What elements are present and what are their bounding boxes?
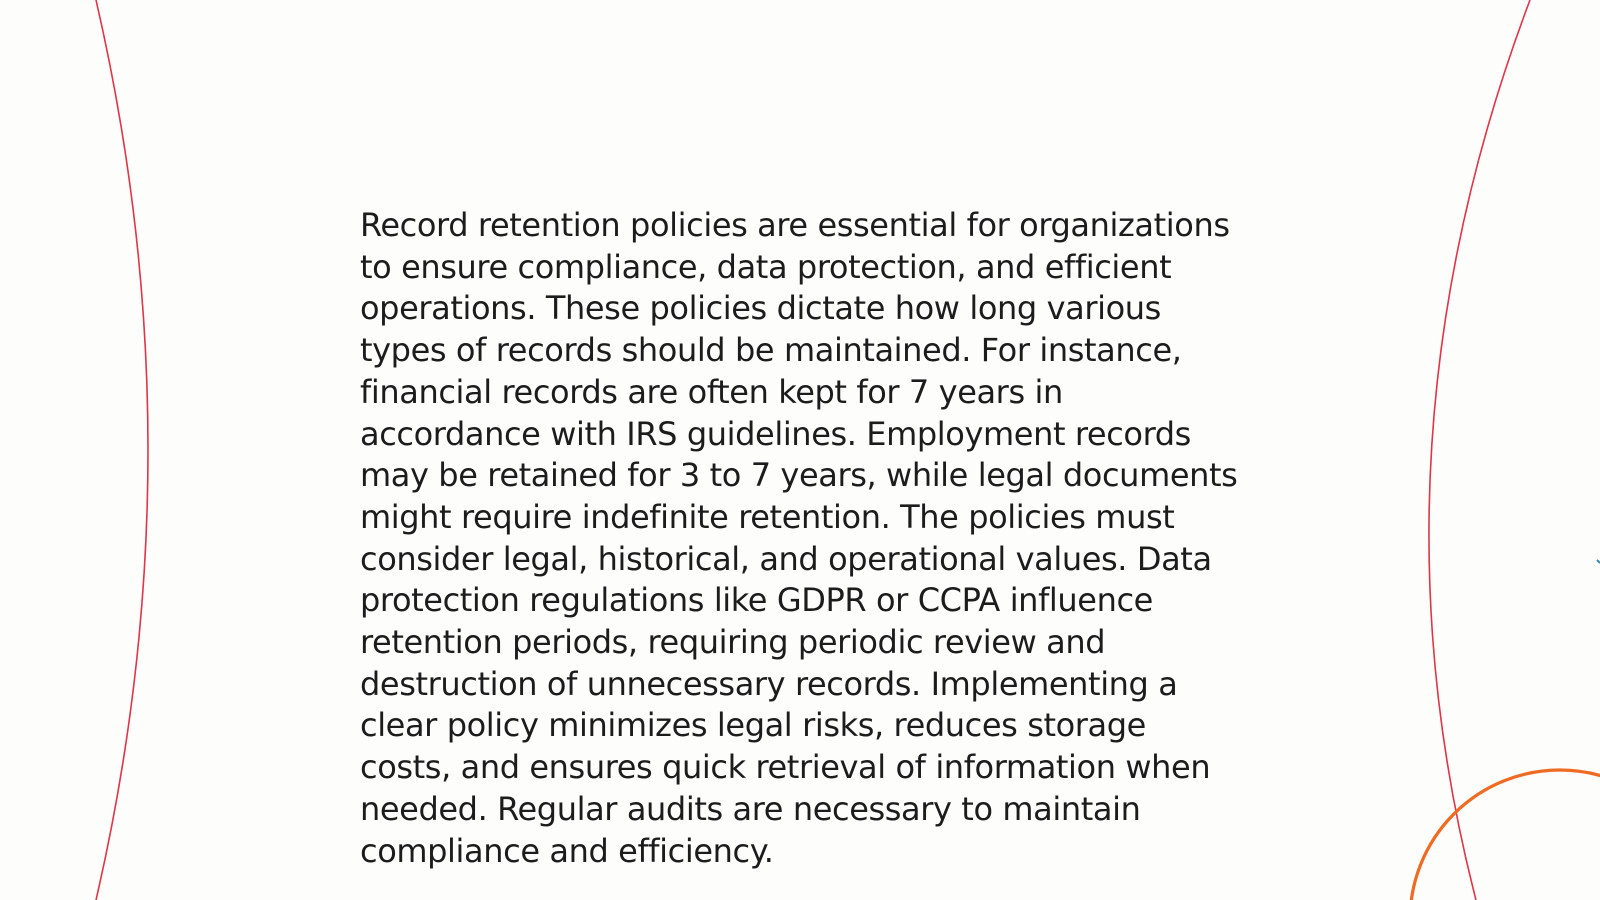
orange-circle-arc (1410, 770, 1600, 900)
left-red-arc (96, 0, 148, 900)
right-red-arc (1429, 0, 1530, 900)
body-paragraph: Record retention policies are essential for organizations to ensure compliance, data protection, and efficient operations. These policies dictate how long various types of records should be maintained. For instance, financial records are often kept for 7 years in accordance with IRS guidelines. Employment records may be retained for 3 to 7 years, while legal documents might require indefinite retention. The policies must consider legal, historical, and operational values. Data protection regulations like GDPR or CCPA influence retention periods, requiring periodic review and destruction of unnecessary records. Implementing a clear policy minimizes legal risks, reduces storage costs, and ensures quick retrieval of information when needed. Regular audits are necessary to maintain compliance and efficiency. (360, 206, 1238, 870)
